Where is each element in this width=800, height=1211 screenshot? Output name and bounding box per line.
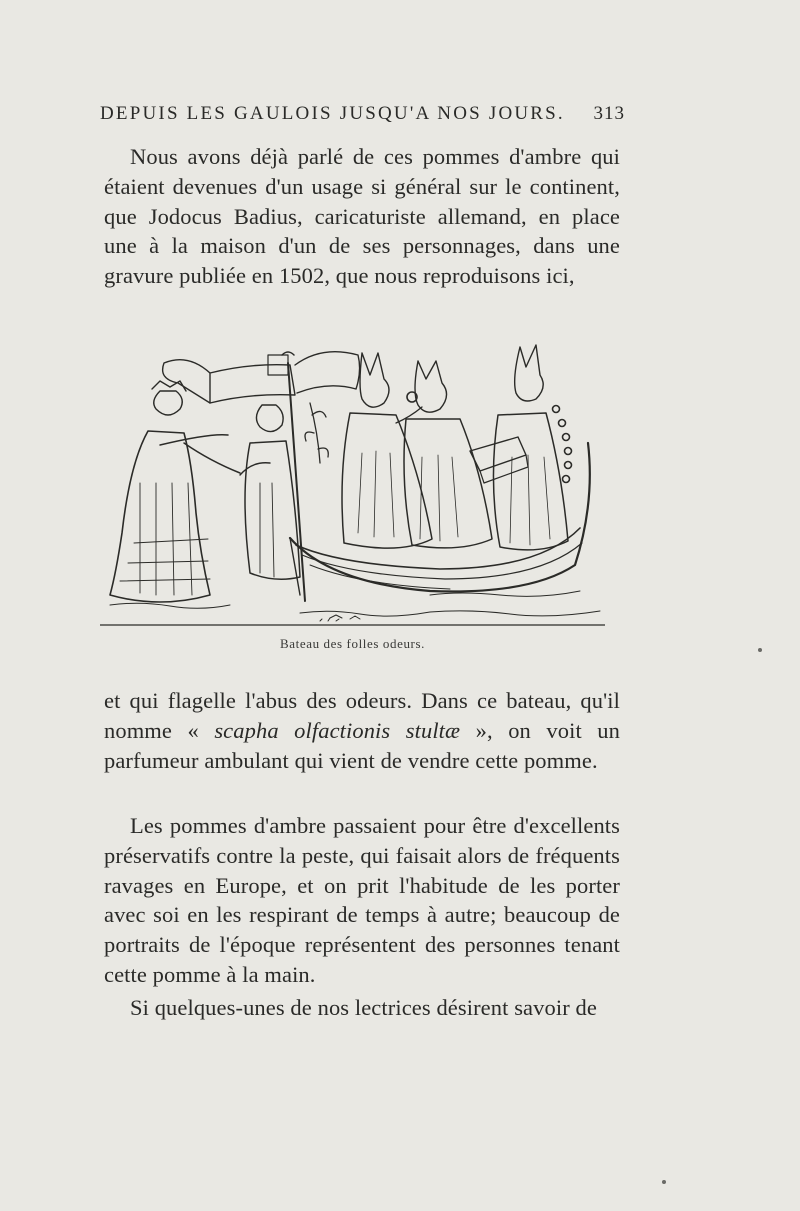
paragraph-2-start: et qui flagelle l'abus des odeurs. Dans ce bateau, qu'il nomme «: [104, 688, 620, 743]
page-number: 313: [593, 103, 625, 124]
running-head-title: DEPUIS LES GAULOIS JUSQU'A NOS JOURS.: [100, 103, 565, 124]
paper-speck: [662, 1180, 666, 1184]
figure-caption: Bateau des folles odeurs.: [280, 636, 425, 651]
paragraph-1: Nous avons déjà parlé de ces pommes d'ambre qui étaient devenues d'un usage si général sur le continent, que Jodocus Badius, caricaturiste allemand, en place une à la maison d'un de ses personnages, dans une gravure publiée en 1502, que nous reproduisons ici,: [104, 144, 620, 289]
paragraph-3: Les pommes d'ambre passaient pour être d'excellents préservatifs contre la peste, qui faisait alors de fréquents ravages en Europe, et on prit l'habitude de les porter avec soi en les respirant de temps à autre; beaucoup de portraits de l'époque représentent des personnes tenant cette pomme à la main.: [104, 813, 620, 987]
engraving-illustration: [100, 333, 605, 633]
paragraph-2: [104, 686, 620, 775]
running-head: [100, 103, 625, 133]
paper-speck: [758, 648, 762, 652]
latin-title: scapha olfactionis stultæ: [214, 717, 461, 743]
paragraph-2-end: », on voit un parfumeur ambulant qui vient de vendre cette pomme.: [104, 717, 620, 773]
paragraph-4: Si quelques-unes de nos lectrices désirent savoir de: [130, 995, 597, 1020]
